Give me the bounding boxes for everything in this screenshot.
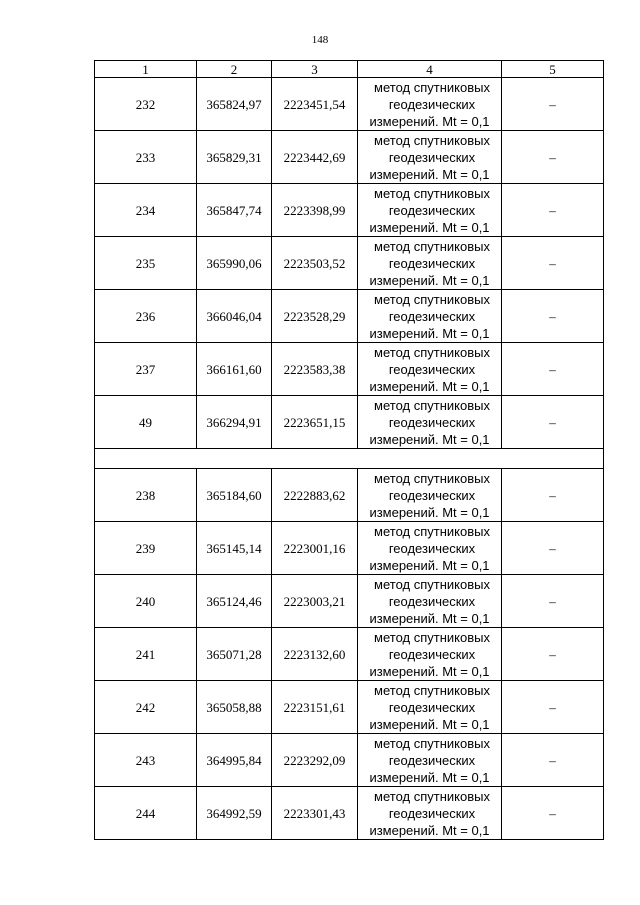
note-cell: – bbox=[502, 522, 604, 575]
method-cell bbox=[358, 396, 502, 449]
x-coordinate-cell: 365990,06 bbox=[197, 237, 272, 290]
y-coordinate-cell: 2223398,99 bbox=[272, 184, 358, 237]
method-cell bbox=[358, 522, 502, 575]
x-coordinate-cell: 365829,31 bbox=[197, 131, 272, 184]
method-line: измерений. Mt = 0,1 bbox=[369, 113, 490, 129]
note-cell: – bbox=[502, 396, 604, 449]
method-line: метод спутниковых bbox=[374, 397, 490, 413]
page-number: 148 bbox=[311, 34, 329, 46]
method-line: метод спутниковых bbox=[374, 629, 490, 645]
column-header: 5 bbox=[502, 61, 604, 78]
method-cell bbox=[358, 131, 502, 184]
y-coordinate-cell: 2223301,43 bbox=[272, 787, 358, 840]
note-cell: – bbox=[502, 628, 604, 681]
y-coordinate-cell: 2223528,29 bbox=[272, 290, 358, 343]
method-line: геодезических bbox=[388, 699, 476, 715]
method-line: геодезических bbox=[388, 149, 476, 165]
method-line: геодезических bbox=[388, 593, 476, 609]
point-number-cell: 238 bbox=[95, 469, 197, 522]
method-line: метод спутниковых bbox=[374, 291, 490, 307]
x-coordinate-cell: 365058,88 bbox=[197, 681, 272, 734]
note-cell: – bbox=[502, 787, 604, 840]
method-cell bbox=[358, 469, 502, 522]
column-header: 1 bbox=[95, 61, 197, 78]
method-line: метод спутниковых bbox=[374, 344, 490, 360]
note-cell: – bbox=[502, 290, 604, 343]
point-number-cell: 49 bbox=[95, 396, 197, 449]
note-cell: – bbox=[502, 575, 604, 628]
method-line: геодезических bbox=[388, 96, 476, 112]
method-line: измерений. Mt = 0,1 bbox=[369, 769, 490, 785]
table-header-row bbox=[95, 61, 604, 78]
method-line: геодезических bbox=[388, 202, 476, 218]
table-row bbox=[95, 469, 604, 522]
point-number-cell: 236 bbox=[95, 290, 197, 343]
note-cell: – bbox=[502, 681, 604, 734]
table-row bbox=[95, 131, 604, 184]
note-cell: – bbox=[502, 184, 604, 237]
point-number-cell: 241 bbox=[95, 628, 197, 681]
x-coordinate-cell: 365184,60 bbox=[197, 469, 272, 522]
y-coordinate-cell: 2223003,21 bbox=[272, 575, 358, 628]
x-coordinate-cell: 365847,74 bbox=[197, 184, 272, 237]
method-line: метод спутниковых bbox=[374, 576, 490, 592]
table-row bbox=[95, 681, 604, 734]
note-cell: – bbox=[502, 469, 604, 522]
method-cell bbox=[358, 787, 502, 840]
x-coordinate-cell: 366161,60 bbox=[197, 343, 272, 396]
method-line: измерений. Mt = 0,1 bbox=[369, 272, 490, 288]
method-cell bbox=[358, 575, 502, 628]
method-line: геодезических bbox=[388, 414, 476, 430]
method-line: метод спутниковых bbox=[374, 788, 490, 804]
point-number-cell: 239 bbox=[95, 522, 197, 575]
table-row bbox=[95, 734, 604, 787]
point-number-cell: 243 bbox=[95, 734, 197, 787]
method-cell bbox=[358, 343, 502, 396]
method-cell bbox=[358, 734, 502, 787]
method-cell bbox=[358, 290, 502, 343]
method-line: метод спутниковых bbox=[374, 132, 490, 148]
point-number-cell: 234 bbox=[95, 184, 197, 237]
table-row bbox=[95, 396, 604, 449]
note-cell: – bbox=[502, 131, 604, 184]
method-line: метод спутниковых bbox=[374, 238, 490, 254]
method-line: метод спутниковых bbox=[374, 523, 490, 539]
method-line: измерений. Mt = 0,1 bbox=[369, 822, 490, 838]
method-line: измерений. Mt = 0,1 bbox=[369, 557, 490, 573]
coordinates-table bbox=[94, 60, 604, 840]
x-coordinate-cell: 365124,46 bbox=[197, 575, 272, 628]
note-cell: – bbox=[502, 734, 604, 787]
y-coordinate-cell: 2223292,09 bbox=[272, 734, 358, 787]
method-line: измерений. Mt = 0,1 bbox=[369, 219, 490, 235]
point-number-cell: 240 bbox=[95, 575, 197, 628]
method-line: измерений. Mt = 0,1 bbox=[369, 325, 490, 341]
x-coordinate-cell: 365145,14 bbox=[197, 522, 272, 575]
method-line: измерений. Mt = 0,1 bbox=[369, 431, 490, 447]
method-line: метод спутниковых bbox=[374, 185, 490, 201]
column-header: 3 bbox=[272, 61, 358, 78]
method-line: геодезических bbox=[388, 646, 476, 662]
x-coordinate-cell: 366046,04 bbox=[197, 290, 272, 343]
separator-cell bbox=[95, 449, 604, 469]
y-coordinate-cell: 2223132,60 bbox=[272, 628, 358, 681]
table-row bbox=[95, 628, 604, 681]
table-row bbox=[95, 575, 604, 628]
y-coordinate-cell: 2223503,52 bbox=[272, 237, 358, 290]
table-row bbox=[95, 343, 604, 396]
method-line: измерений. Mt = 0,1 bbox=[369, 663, 490, 679]
method-line: измерений. Mt = 0,1 bbox=[369, 504, 490, 520]
note-cell: – bbox=[502, 237, 604, 290]
y-coordinate-cell: 2223151,61 bbox=[272, 681, 358, 734]
method-line: геодезических bbox=[388, 540, 476, 556]
method-line: геодезических bbox=[388, 308, 476, 324]
table-row bbox=[95, 237, 604, 290]
table-row bbox=[95, 522, 604, 575]
method-cell bbox=[358, 628, 502, 681]
point-number-cell: 237 bbox=[95, 343, 197, 396]
table-row bbox=[95, 787, 604, 840]
method-line: измерений. Mt = 0,1 bbox=[369, 610, 490, 626]
y-coordinate-cell: 2222883,62 bbox=[272, 469, 358, 522]
column-header: 4 bbox=[358, 61, 502, 78]
separator-row bbox=[95, 449, 604, 469]
point-number-cell: 233 bbox=[95, 131, 197, 184]
method-cell bbox=[358, 78, 502, 131]
y-coordinate-cell: 2223001,16 bbox=[272, 522, 358, 575]
method-line: метод спутниковых bbox=[374, 735, 490, 751]
method-cell bbox=[358, 237, 502, 290]
note-cell: – bbox=[502, 78, 604, 131]
method-line: геодезических bbox=[388, 487, 476, 503]
method-line: метод спутниковых bbox=[374, 470, 490, 486]
method-line: метод спутниковых bbox=[374, 682, 490, 698]
method-cell bbox=[358, 184, 502, 237]
x-coordinate-cell: 366294,91 bbox=[197, 396, 272, 449]
point-number-cell: 232 bbox=[95, 78, 197, 131]
x-coordinate-cell: 364992,59 bbox=[197, 787, 272, 840]
method-line: геодезических bbox=[388, 752, 476, 768]
point-number-cell: 244 bbox=[95, 787, 197, 840]
y-coordinate-cell: 2223651,15 bbox=[272, 396, 358, 449]
x-coordinate-cell: 365824,97 bbox=[197, 78, 272, 131]
point-number-cell: 242 bbox=[95, 681, 197, 734]
table-row bbox=[95, 78, 604, 131]
x-coordinate-cell: 364995,84 bbox=[197, 734, 272, 787]
column-header: 2 bbox=[197, 61, 272, 78]
method-line: геодезических bbox=[388, 805, 476, 821]
point-number-cell: 235 bbox=[95, 237, 197, 290]
table-row bbox=[95, 290, 604, 343]
method-line: измерений. Mt = 0,1 bbox=[369, 716, 490, 732]
x-coordinate-cell: 365071,28 bbox=[197, 628, 272, 681]
table-row bbox=[95, 184, 604, 237]
method-line: геодезических bbox=[388, 255, 476, 271]
method-line: измерений. Mt = 0,1 bbox=[369, 166, 490, 182]
method-cell bbox=[358, 681, 502, 734]
y-coordinate-cell: 2223442,69 bbox=[272, 131, 358, 184]
note-cell: – bbox=[502, 343, 604, 396]
y-coordinate-cell: 2223451,54 bbox=[272, 78, 358, 131]
y-coordinate-cell: 2223583,38 bbox=[272, 343, 358, 396]
method-line: измерений. Mt = 0,1 bbox=[369, 378, 490, 394]
method-line: геодезических bbox=[388, 361, 476, 377]
method-line: метод спутниковых bbox=[374, 79, 490, 95]
